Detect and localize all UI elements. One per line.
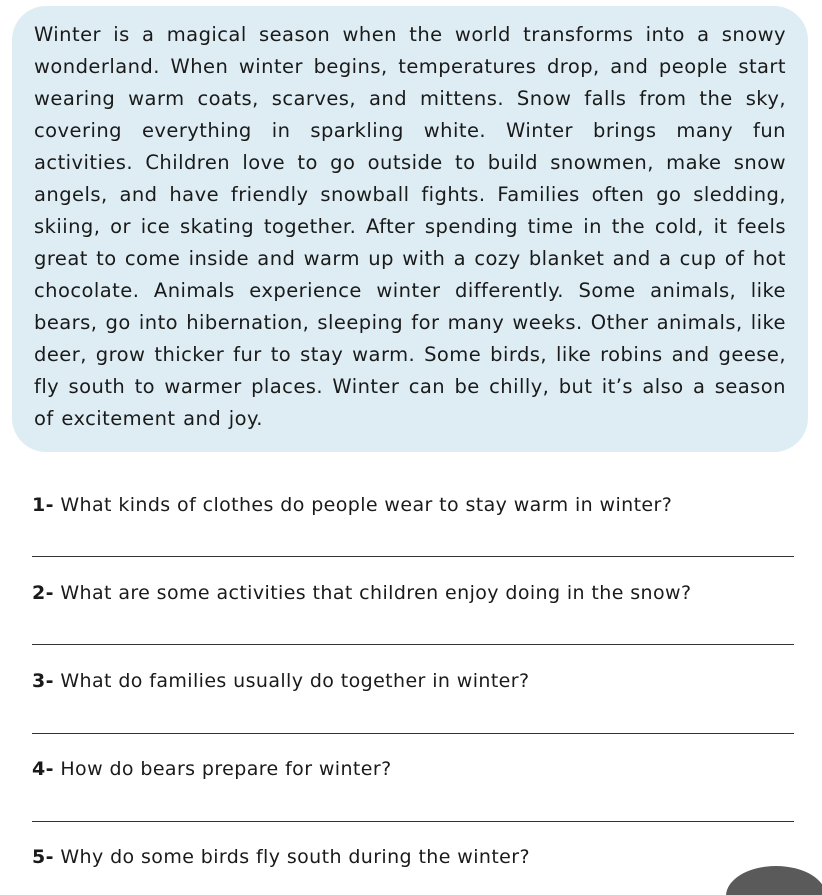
reading-passage-box [12,6,808,452]
question-2-text: What are some activities that children enjoy doing in the snow? [60,582,692,604]
question-3-number: 3- [32,670,54,692]
answer-line-4[interactable] [32,821,794,822]
answer-line-3[interactable] [32,733,794,734]
question-1-text: What kinds of clothes do people wear to stay warm in winter? [60,494,673,516]
corner-shape [726,866,822,895]
answer-line-2[interactable] [32,644,794,645]
question-5 [32,846,802,868]
question-4-text: How do bears prepare for winter? [60,758,392,780]
question-1 [32,494,802,516]
question-3 [32,670,802,692]
question-4 [32,758,802,780]
reading-passage-text: Winter is a magical season when the world transforms into a snowy wonderland. When winter begins, temperatures drop, and people start wearing warm coats, scarves, and mittens. Snow falls from the sky, covering everything in sparkling white. Winter brings many fun activities. Children love to go outside to build snowmen, make snow angels, and have friendly snowball fights. Families often go sledding, skiing, or ice skating together. After spending time in the cold, it feels great to come inside and warm up with a cozy blanket and a cup of hot chocolate. Animals experience winter differently. Some animals, like bears, go into hibernation, sleeping for many weeks. Other animals, like deer, grow thicker fur to stay warm. Some birds, like robins and geese, fly south to warmer places. Winter can be chilly, but it’s also a season of excitement and joy. [34,23,786,430]
question-2-number: 2- [32,582,54,604]
question-5-number: 5- [32,846,54,868]
question-4-number: 4- [32,758,54,780]
answer-line-1[interactable] [32,556,794,557]
question-1-number: 1- [32,494,54,516]
question-2 [32,582,802,604]
question-3-text: What do families usually do together in winter? [60,670,530,692]
question-5-text: Why do some birds fly south during the winter? [60,846,530,868]
